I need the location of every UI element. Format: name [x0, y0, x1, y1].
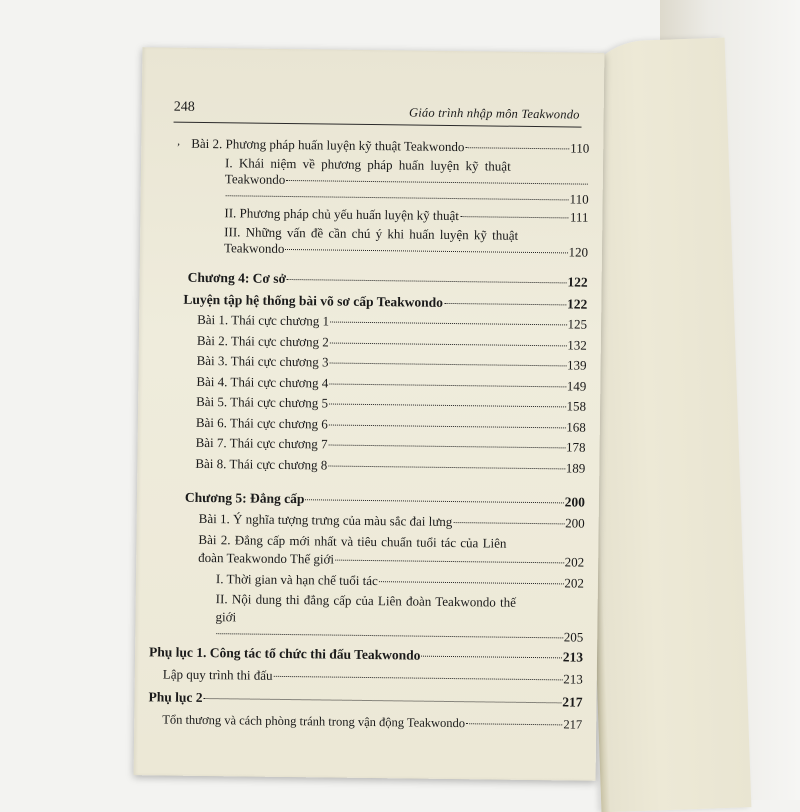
dot-leader	[460, 216, 569, 218]
dot-leader	[379, 581, 564, 584]
dot-leader	[329, 424, 566, 428]
dot-leader	[329, 445, 566, 449]
toc-entry: đoàn Teakwondo Thế giới 202	[198, 549, 585, 570]
toc-entry: II. Phương pháp chủ yếu huấn luyện kỹ thuật 111	[224, 205, 589, 225]
dot-leader	[329, 383, 566, 387]
toc-page: 202	[564, 554, 585, 570]
dot-leader	[226, 195, 569, 200]
toc-entry: Bài 2. Thái cực chương 2 132	[196, 332, 587, 353]
toc-page: 178	[566, 439, 586, 455]
dot-leader	[453, 522, 564, 524]
dot-leader	[305, 499, 563, 503]
toc-page: 205	[563, 629, 584, 645]
toc-page: 149	[566, 377, 587, 394]
toc-page: 122	[567, 296, 588, 312]
toc-entry: Teakwondo 120	[223, 240, 589, 260]
dot-leader	[329, 404, 566, 408]
dot-leader	[421, 656, 561, 659]
toc-page: 120	[568, 244, 589, 260]
toc-appendix: Phụ lục 1. Công tác tổ chức thi đấu Teakwondo 213	[148, 644, 584, 665]
dot-leader	[328, 465, 565, 469]
dot-leader	[335, 560, 564, 564]
toc-entry: I. Thời gian và hạn chế tuổi tác 202	[215, 571, 585, 591]
toc-entry: Bài 3. Thái cực chương 3 139	[196, 352, 587, 373]
toc-entry-line: II. Nội dung thi đẳng cấp của Liên đoàn Teakwondo thế	[215, 591, 516, 610]
toc-entry: Bài 1. Thái cực chương 1 125	[197, 311, 588, 332]
toc-entry: Bài 8. Thái cực chương 8 189	[195, 455, 586, 476]
dot-leader	[274, 676, 563, 681]
toc-entry-line: I. Khái niệm về phương pháp huấn luyện kỹ thuật	[224, 155, 511, 174]
toc-entry: Lập quy trình thi đấu 213	[162, 666, 583, 687]
running-header	[174, 100, 582, 128]
toc-page: 111	[569, 209, 589, 225]
toc-page: 217	[562, 694, 583, 710]
toc-chapter: Chương 4: Cơ sở 122	[187, 269, 588, 290]
dot-leader	[204, 698, 562, 703]
page-number: 248	[173, 99, 195, 115]
toc-chapter: Luyện tập hệ thống bài võ sơ cấp Teakwondo 122	[183, 291, 588, 312]
dot-leader	[216, 633, 562, 638]
toc-entry-line: Bài 2. Đẳng cấp mới nhất và tiêu chuẩn tuổi tác của Liên	[198, 531, 507, 551]
book-page	[134, 47, 605, 781]
toc-page: 213	[562, 649, 584, 665]
toc-entry: Bài 1. Ý nghĩa tượng trưng của màu sắc đai lưng 200	[198, 510, 585, 531]
toc-page: 200	[565, 515, 585, 531]
toc-page: 217	[563, 717, 583, 732]
toc-page: 213	[563, 671, 583, 687]
dot-leader	[285, 249, 567, 253]
toc-page: 168	[566, 418, 586, 435]
toc-page: 158	[566, 398, 587, 414]
toc-entry: Teakwondo	[225, 171, 589, 191]
ink-mark: ,	[177, 135, 181, 148]
toc-page: 202	[564, 575, 585, 591]
toc-entry	[225, 187, 589, 207]
toc-page: 122	[567, 274, 588, 290]
toc-chapter: Chương 5: Đẳng cấp 200	[184, 489, 586, 510]
toc-entry: giới	[215, 609, 237, 625]
dot-leader	[330, 342, 567, 346]
toc-entry: Bài 7. Thái cực chương 7 178	[195, 434, 586, 455]
toc-entry-line: III. Những vấn đề cần chú ý khi huấn luyện kỹ thuật	[224, 224, 519, 243]
book-title: Giáo trình nhập môn Teakwondo	[408, 105, 580, 122]
dot-leader	[444, 303, 566, 305]
toc-page: 110	[570, 140, 590, 156]
toc-entry: Bài 2. Phương pháp huấn luyện kỹ thuật Teakwondo 110	[191, 135, 590, 156]
toc-entry: Tổn thương và cách phòng tránh trong vận động Teakwondo 217	[162, 712, 583, 732]
toc-entry: Bài 4. Thái cực chương 4 149	[196, 373, 587, 394]
toc-page: 189	[565, 459, 586, 476]
toc-page: 132	[567, 336, 587, 353]
toc-entry: Bài 5. Thái cực chương 5 158	[196, 393, 587, 414]
toc-page: 110	[569, 191, 589, 207]
dot-leader	[466, 723, 562, 725]
dot-leader	[465, 147, 569, 149]
dot-leader	[287, 279, 566, 283]
toc-entry: Bài 6. Thái cực chương 6 168	[195, 414, 586, 435]
dot-leader	[330, 363, 567, 367]
dot-leader	[286, 180, 588, 185]
toc-entry	[215, 625, 583, 645]
toc-page: 200	[564, 494, 586, 510]
toc-appendix: Phụ lục 2 217	[148, 689, 583, 710]
toc-page: 139	[567, 357, 587, 373]
toc-page: 125	[567, 316, 588, 332]
dot-leader	[330, 322, 567, 326]
